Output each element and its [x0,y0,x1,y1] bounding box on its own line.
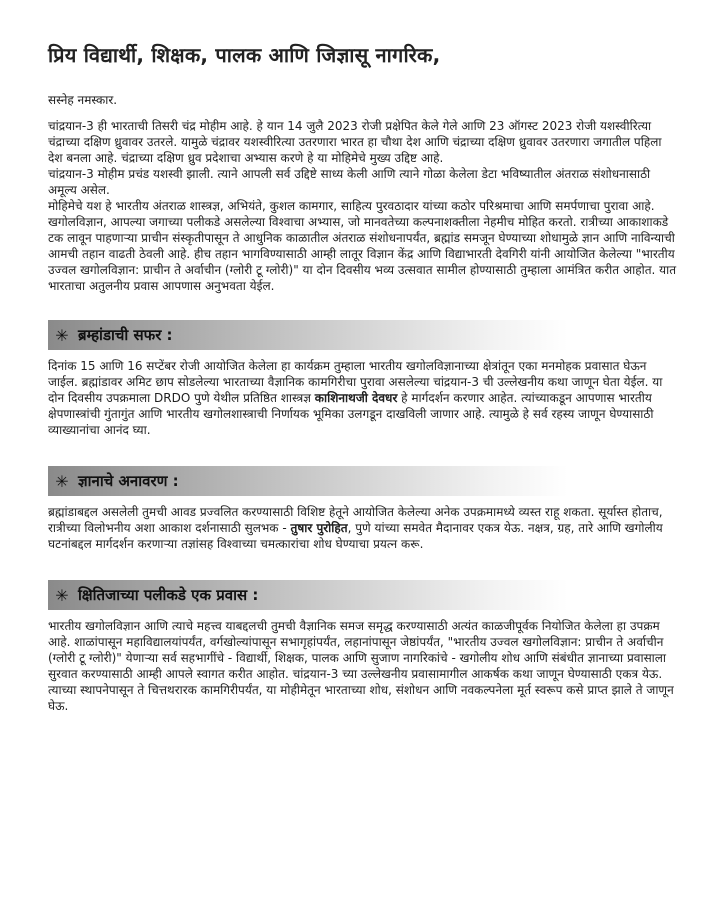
section-heading: ज्ञानाचे अनावरण : [78,472,179,490]
section-text-a: भारतीय खगोलविज्ञान आणि त्याचे महत्त्व याबद्दलची तुमची वैज्ञानिक समज समृद्ध करण्यासाठी अत्यंत काळजीपूर्वक नियोजित केलेला हा उपक्रम आहे. शाळांपासून महाविद्यालयांपर्यंत, वर्गखोल्यांपासून सभागृहांपर्यंत, लहानांपासून जेष्ठांपर्यंत, "भारतीय उज्वल खगोलविज्ञान: प्राचीन ते अर्वाचीन (ग्लोरी टू ग्लोरी)" येणाऱ्या सर्व सहभागींचे - विद्यार्थी, शिक्षक, पालक आणि सुजाण नागरिकांचे - खगोलीय शोध आणि संबंधीत ज्ञानाच्या प्रवासाला सुरवात करण्यासाठी आम्ही आपले स्वागत करीत आहोत. चांद्रयान-3 च्या उल्लेखनीय प्रवासामागील आकर्षक कथा जाणून घेण्यासाठी एकत्र येऊ. त्याच्या स्थापनेपासून ते चित्तथरारक कामगिरीपर्यंत, या मोहीमेतून भारताच्या शोध, संशोधन आणि नवकल्पनेला मूर्त स्वरूप कसे प्राप्त झाले ते जाणून घेऊ. [48,619,674,713]
greeting: सस्नेह नमस्कार. [48,93,118,107]
section-text-b: , पुणे यांच्या समवेत मैदानावर एकत्र येऊ. नक्षत्र, ग्रह, तारे आणि खगोलीय घटनांबद्दल मार्गदर्शन करणाऱ्या तज्ञांसह विश्वाच्या चमत्कारांचा शोध घेण्याचा प्रयत्न करू. [48,521,663,551]
section-body-brahmand [48,358,678,438]
section-body-kshitij [48,618,678,714]
section-header-kshitij [48,580,568,610]
section-paragraph [48,504,678,552]
section-text-a: ब्रह्मांडाबद्दल असलेली तुमची आवड प्रज्वलित करण्यासाठी विशिष्ट हेतूने आयोजित केलेल्या अनेक उपक्रमामध्ये व्यस्त राहू शकता. सूर्यास्त होताच, रात्रीच्या विलोभनीय अशा आकाश दर्शनासाठी सुलभक - [48,505,663,535]
section-heading: ब्रम्हांडाची सफर : [78,326,173,344]
speaker-name: काशिनाथजी देवधर [314,391,398,405]
section-text-b: हे मार्गदर्शन करणार आहेत. त्यांच्याकडून आपणास भारतीय क्षेपणास्त्रांची गुंतागुंत आणि भारतीय खगोलशास्त्राची निर्णायक भूमिका उलगडून दाखविली जाणार आहे. त्यामुळे हे सर्व रहस्य जाणून घेण्यासाठी व्याख्यानांचा आनंद घ्या. [48,391,654,437]
letter-page [48,40,678,714]
intro-paragraph-1: चांद्रयान-3 ही भारताची तिसरी चंद्र मोहीम आहे. हे यान 14 जुलै 2023 रोजी प्रक्षेपित केले गेले आणि 23 ऑगस्ट 2023 रोजी यशस्वीरित्या चंद्राच्या दक्षिण ध्रुवावर उतरले. यामुळे चंद्रावर यशस्वीरित्या उतरणारा भारत हा चौथा देश आणि चंद्राच्या दक्षिण ध्रुवावर उतरणारा जगातील पहिला देश बनला आहे. चंद्राच्या दक्षिण ध्रुव प्रदेशाचा अभ्यास करणे हे या मोहिमेचे मुख्य उद्दिष्ट आहे. [48,119,662,165]
asterisk-star-icon: ✳ [55,471,69,491]
intro-paragraph-4: खगोलविज्ञान, आपल्या जगाच्या पलीकडे असलेल्या विश्वाचा अभ्यास, जो मानवतेच्या कल्पनाशक्तीला नेहमीच मोहित करतो. रात्रीच्या आकाशाकडे टक लावून पाहणाऱ्या प्राचीन संस्कृतीपासून ते आधुनिक काळातील अंतराळ संशोधनापर्यंत, ब्रह्मांड समजून घेण्याच्या शोधामुळे ज्ञान आणि नाविन्याची आमची तहान वाढती ठेवली आहे. हीच तहान भागविण्यासाठी आम्ही लातूर विज्ञान केंद्र आणि विद्याभारती देवगिरी यांनी आयोजित केलेल्या "भारतीय उज्वल खगोलविज्ञान: प्राचीन ते अर्वाचीन (ग्लोरी टू ग्लोरी)" या दोन दिवसीय भव्य उत्सवात सामील होण्यासाठी तुम्हाला आमंत्रित करीत आहोत. यात भारताचा अतुलनीय प्रवास आपणास अनुभवता येईल. [48,215,677,293]
facilitator-name: तुषार पुरोहित [290,521,348,535]
section-header-dnyan [48,466,568,496]
intro-section [48,118,678,294]
intro-paragraph-2: चांद्रयान-3 मोहीम प्रचंड यशस्वी झाली. त्याने आपली सर्व उद्दिष्टे साध्य केली आणि त्याने गोळा केलेला डेटा भविष्यातील अंतराळ संशोधनासाठी अमूल्य असेल. [48,167,651,197]
section-heading: क्षितिजाच्या पलीकडे एक प्रवास : [78,586,259,604]
section-paragraph [48,618,678,714]
section-paragraph [48,358,678,438]
asterisk-star-icon: ✳ [55,325,69,345]
letter-title: प्रिय विद्यार्थी, शिक्षक, पालक आणि जिज्ञासू नागरिक, [48,43,441,67]
section-text-a: दिनांक 15 आणि 16 सप्टेंबर रोजी आयोजित केलेला हा कार्यक्रम तुम्हाला भारतीय खगोलविज्ञानाच्या क्षेत्रांतून एका मनमोहक प्रवासात घेऊन जाईल. ब्रह्मांडावर अमिट छाप सोडलेल्या भारताच्या वैज्ञानिक कामगिरीचा पुरावा असलेल्या चांद्रयान-3 ची उल्लेखनीय कथा जाणून घेता येईल. या दोन दिवसीय उपक्रमाला DRDO पुणे येथील प्रतिष्ठित शास्त्रज्ञ [48,359,663,405]
section-body-dnyan [48,504,678,552]
asterisk-star-icon: ✳ [55,585,69,605]
section-header-brahmand [48,320,568,350]
intro-paragraph-3: मोहिमेचे यश हे भारतीय अंतराळ शास्त्रज्ञ, अभियंते, कुशल कामगार, साहित्य पुरवठादार यांच्या कठोर परिश्रमाचा आणि समर्पणाचा पुरावा आहे. [48,199,655,213]
